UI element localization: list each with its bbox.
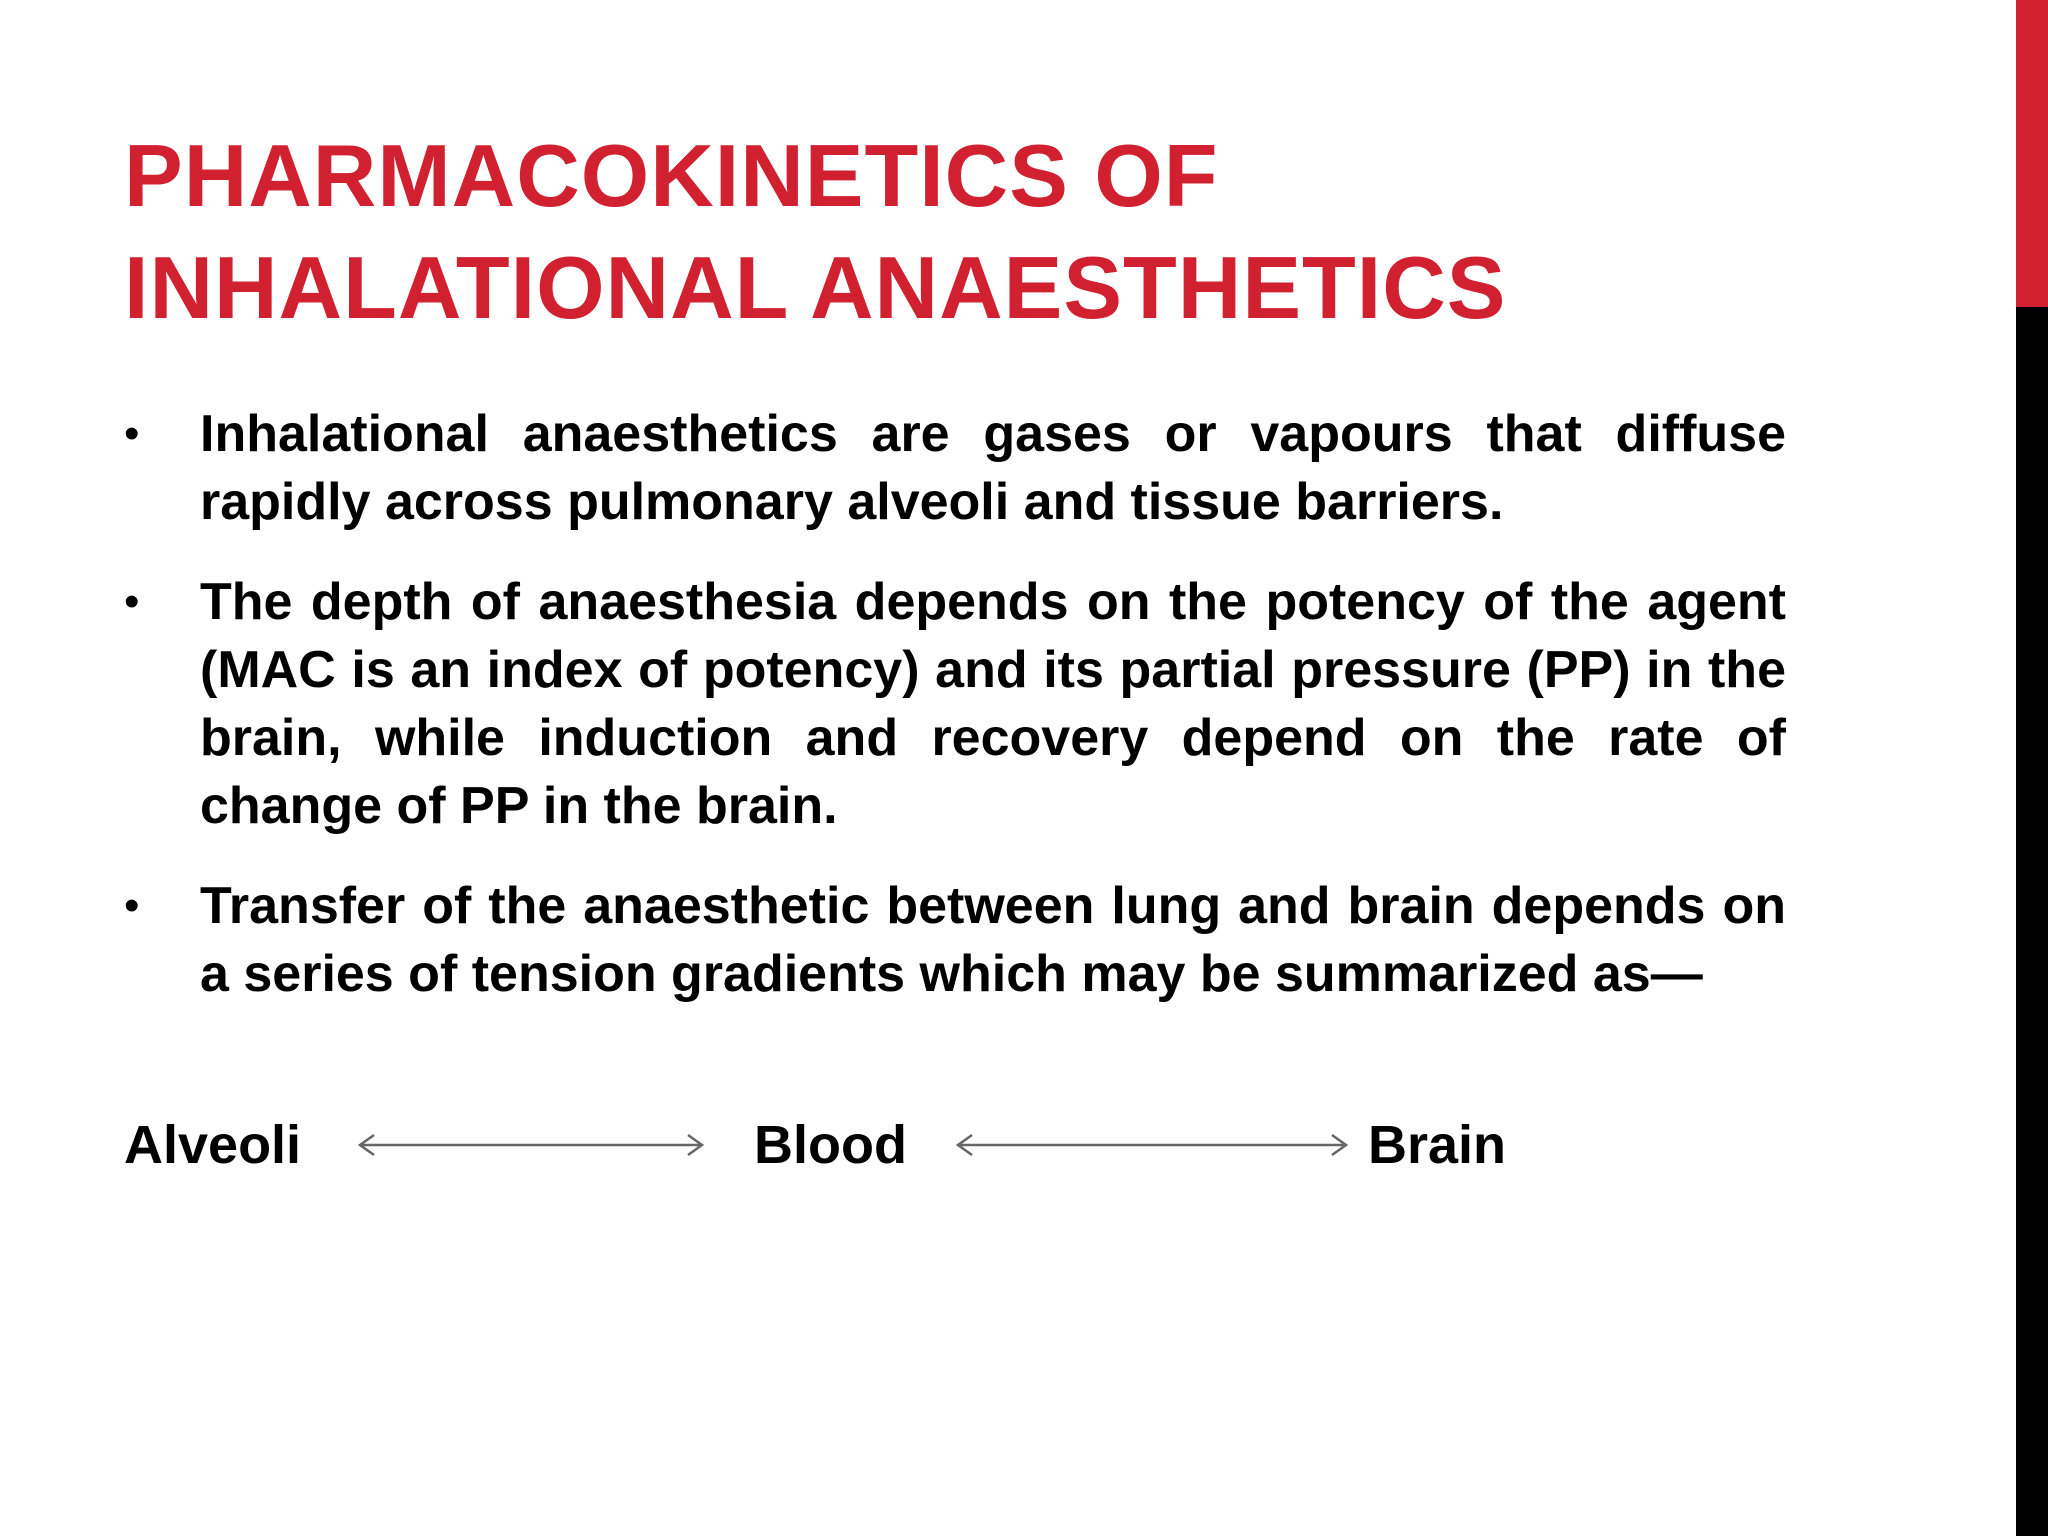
- slide-title-line-1: PHARMACOKINETICS OF: [124, 126, 1219, 225]
- slide-title: [124, 120, 1984, 344]
- tension-gradient-flow: [124, 1110, 1724, 1180]
- bullet-item-1: [124, 400, 1786, 536]
- bullet-text-2: The depth of anaesthesia depends on the potency of the agent (MAC is an index of potency) and its partial pressure (PP) in the brain, while induction and recovery depend on the rate of change of PP in the brain.: [200, 573, 1786, 835]
- side-accent-bar-black: [2016, 307, 2048, 1536]
- bullet-marker: •: [124, 409, 140, 458]
- bullet-item-3: [124, 872, 1786, 1008]
- double-headed-arrow-icon: [358, 1132, 704, 1158]
- double-headed-arrow-icon: [956, 1132, 1348, 1158]
- bullet-marker: •: [124, 881, 140, 930]
- side-accent-bar-red: [2016, 0, 2048, 307]
- flow-node-blood: Blood: [754, 1115, 907, 1175]
- bullet-list: [124, 400, 1786, 1040]
- bullet-text-1: Inhalational anaesthetics are gases or vapours that diffuse rapidly across pulmonary alveoli and tissue barriers.: [200, 405, 1786, 531]
- flow-node-alveoli: Alveoli: [124, 1115, 302, 1175]
- flow-node-brain: Brain: [1368, 1115, 1507, 1175]
- bullet-item-2: [124, 568, 1786, 840]
- bullet-text-3: Transfer of the anaesthetic between lung and brain depends on a series of tension gradients which may be summarized as—: [200, 877, 1786, 1003]
- bullet-marker: •: [124, 577, 140, 626]
- slide-title-line-2: INHALATIONAL ANAESTHETICS: [124, 238, 1507, 337]
